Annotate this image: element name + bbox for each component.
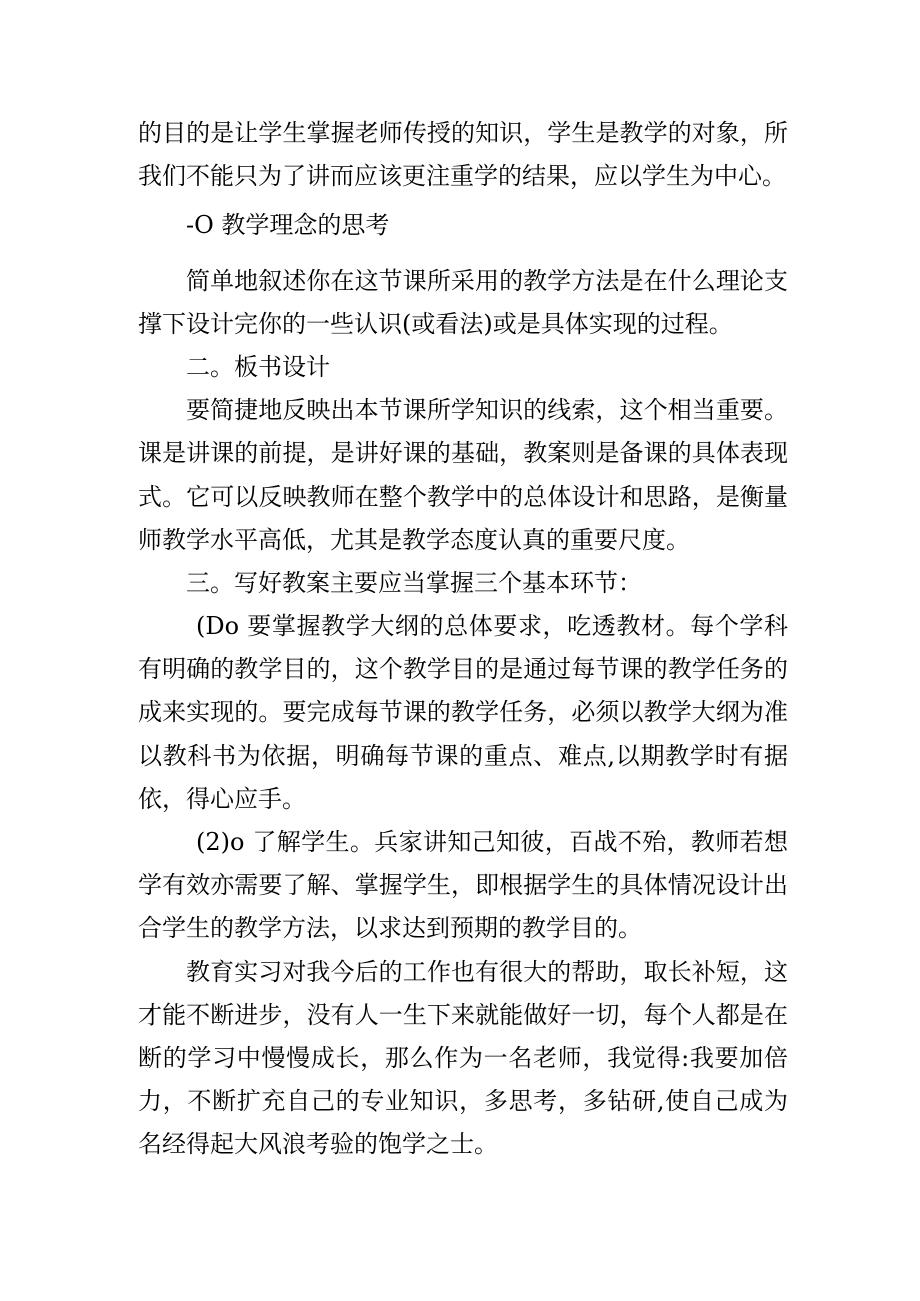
text-line-23: 力，不断扩充自己的专业知识，多思考，多钻研,使自己成为 xyxy=(138,1087,788,1116)
text-line-9: 式。它可以反映教师在整个教学中的总体设计和思路，是衡量 xyxy=(138,482,788,511)
list-item-1-line-2: 有明确的教学目的，这个教学目的是通过每节课的教学任务的 xyxy=(138,655,788,684)
text-line-21: 才能不断进步，没有人一生下来就能做好一切，每个人都是在 xyxy=(138,1000,788,1029)
list-item-2-line-3: 合学生的教学方法，以求达到预期的教学目的。 xyxy=(138,914,642,943)
text-line-20: 教育实习对我今后的工作也有很大的帮助，取长补短，这 xyxy=(186,957,788,986)
section-heading-lesson-plan: 三。写好教案主要应当掌握三个基本环节： xyxy=(186,568,642,597)
section-heading-board-design: 二。板书设计 xyxy=(186,352,330,381)
text-line-7: 要简捷地反映出本节课所学知识的线索，这个相当重要。 xyxy=(186,396,788,425)
list-item-1-line-5: 依，得心应手。 xyxy=(138,784,306,813)
text-line-1: 的目的是让学生掌握老师传授的知识，学生是教学的对象，所 xyxy=(138,119,788,147)
document-body xyxy=(138,112,788,1167)
list-item-1-line-4: 以教科书为依据，明确每节课的重点、难点,以期教学时有据 xyxy=(138,741,788,770)
text-line-22: 断的学习中慢慢成长，那么作为一名老师，我觉得:我要加倍 xyxy=(138,1043,788,1072)
text-line-2: 我们不能只为了讲而应该更注重学的结果，应以学生为中心。 xyxy=(138,162,786,191)
text-line-5: 撑下设计完你的一些认识(或看法)或是具体实现的过程。 xyxy=(138,309,733,338)
text-line-8: 课是讲课的前提，是讲好课的基础，教案则是备课的具体表现 xyxy=(138,439,788,468)
section-heading-teaching-philosophy: -O 教学理念的思考 xyxy=(186,211,390,240)
text-line-10: 师教学水平高低，尤其是教学态度认真的重要尺度。 xyxy=(138,525,690,554)
text-line-4: 简单地叙述你在这节课所采用的教学方法是在什么理论支 xyxy=(186,266,788,295)
list-item-1-line-1: (Do 要掌握教学大纲的总体要求，吃透教材。每个学科 xyxy=(196,612,788,641)
list-item-2-line-1: (2)o 了解学生。兵家讲知己知彼，百战不殆，教师若想 xyxy=(196,828,788,856)
text-line-24: 名经得起大风浪考验的饱学之士。 xyxy=(138,1130,498,1159)
list-item-1-line-3: 成来实现的。要完成每节课的教学任务，必须以教学大纲为准 xyxy=(138,698,788,727)
list-item-2-line-2: 学有效亦需要了解、掌握学生，即根据学生的具体情况设计出 xyxy=(138,871,788,900)
